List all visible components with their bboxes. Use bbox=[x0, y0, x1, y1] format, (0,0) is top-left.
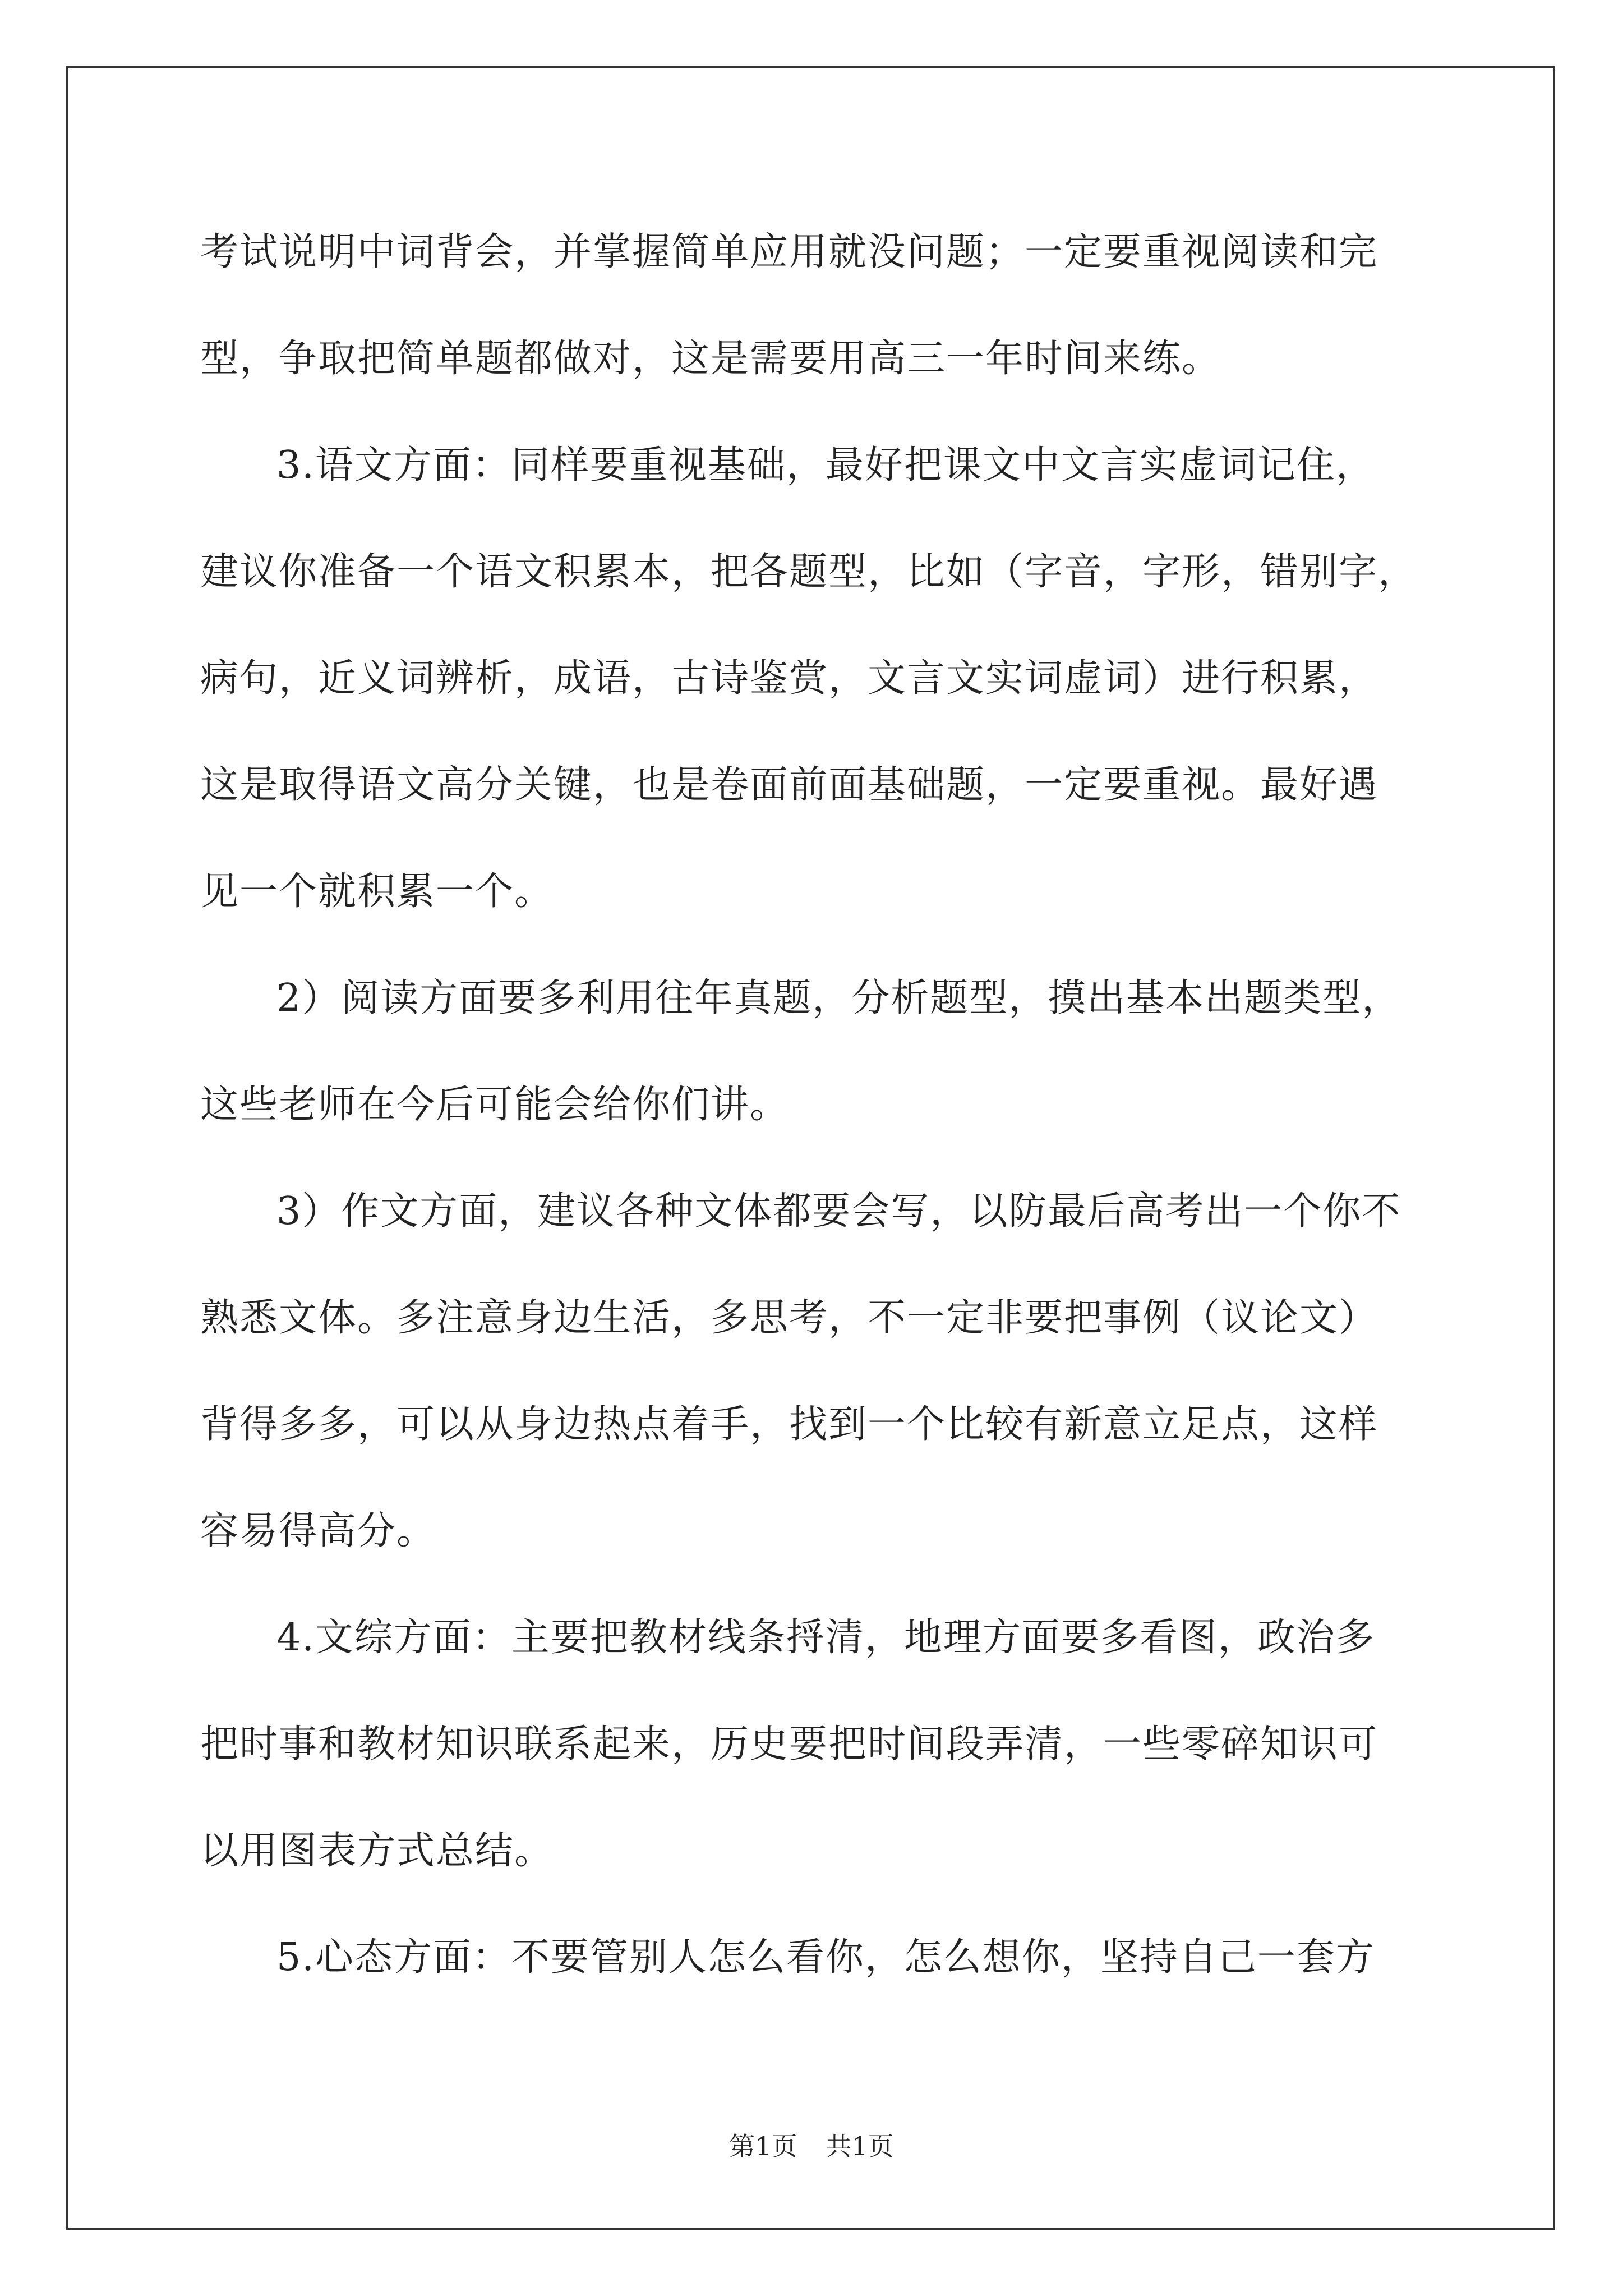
text-line-12: 背得多多，可以从身边热点着手，找到一个比较有新意立足点，这样 bbox=[200, 1402, 1378, 1447]
text-line-16: 以用图表方式总结。 bbox=[200, 1829, 554, 1873]
text-line-8: 2）阅读方面要多利用往年真题，分析题型，摸出基本出题类型， bbox=[276, 976, 1401, 1020]
text-line-6: 这是取得语文高分关键，也是卷面前面基础题，一定要重视。最好遇 bbox=[200, 763, 1378, 807]
text-line-3: 3.语文方面：同样要重视基础，最好把课文中文言实虚词记住， bbox=[276, 443, 1375, 487]
text-line-17: 5.心态方面：不要管别人怎么看你，怎么想你，坚持自己一套方 bbox=[276, 1935, 1375, 1980]
text-line-7: 见一个就积累一个。 bbox=[200, 869, 554, 914]
text-line-10: 3）作文方面，建议各种文体都要会写，以防最后高考出一个你不 bbox=[276, 1189, 1401, 1234]
text-line-11: 熟悉文体。多注意身边生活，多思考，不一定非要把事例（议论文） bbox=[200, 1296, 1378, 1340]
document-body bbox=[200, 213, 1456, 2025]
page-number-current: 第1页 bbox=[729, 2131, 797, 2161]
page-footer bbox=[0, 2126, 1623, 2163]
text-line-1: 考试说明中词背会，并掌握简单应用就没问题；一定要重视阅读和完 bbox=[200, 230, 1378, 274]
text-line-15: 把时事和教材知识联系起来，历史要把时间段弄清，一些零碎知识可 bbox=[200, 1722, 1378, 1766]
text-line-13: 容易得高分。 bbox=[200, 1509, 436, 1553]
page-number-total: 共1页 bbox=[826, 2131, 894, 2161]
text-line-5: 病句，近义词辨析，成语，古诗鉴赏，文言文实词虚词）进行积累， bbox=[200, 656, 1378, 701]
text-line-14: 4.文综方面：主要把教材线条捋清，地理方面要多看图，政治多 bbox=[276, 1616, 1375, 1660]
text-line-9: 这些老师在今后可能会给你们讲。 bbox=[200, 1083, 790, 1127]
text-line-2: 型，争取把简单题都做对，这是需要用高三一年时间来练。 bbox=[200, 337, 1221, 381]
text-line-4: 建议你准备一个语文积累本，把各题型，比如（字音，字形，错别字， bbox=[200, 550, 1418, 594]
